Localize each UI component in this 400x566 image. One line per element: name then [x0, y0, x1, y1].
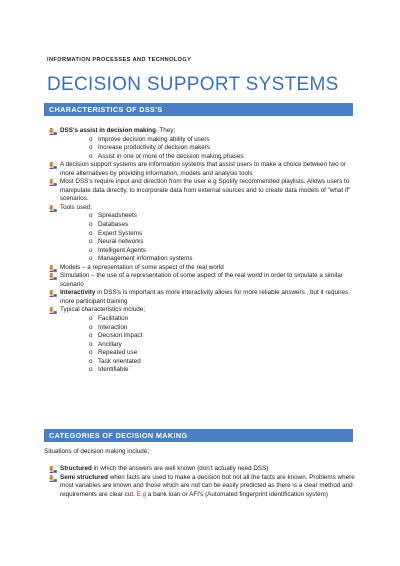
sub-list-item: [44, 255, 356, 264]
sub-list-item: [44, 136, 356, 145]
sub-item-text: Ancillary: [98, 340, 122, 348]
sub-item-text: Neural networks: [98, 238, 144, 246]
bullet-text: Most DSS's require input and direction from the user e.g Spotify recommended playlists. Allows users to manipulate data directly, to incorporate data from external sources and to create data models of "what if" scenarios.: [60, 178, 351, 203]
circle-o-bullet: o: [89, 221, 93, 229]
dss-assist-rest: . They;: [156, 127, 176, 134]
sub-item-text: Management information systems: [98, 255, 193, 263]
circle-o-bullet: o: [89, 152, 93, 160]
categories-intro: Situations of decision making include;: [44, 448, 150, 455]
arrow-bullet-icon: [49, 290, 57, 297]
list-item: [44, 204, 356, 213]
circle-o-bullet: o: [89, 229, 93, 237]
circle-o-bullet: o: [89, 255, 93, 263]
bullet-text: A decision support systems are information systems that assist users to make a choice between two or more alternatives by providing information, models and analysis tools: [60, 161, 346, 177]
structured-rest: in which the answers are well known (don't actually need DSS): [91, 465, 269, 473]
list-item: [44, 264, 356, 273]
arrow-bullet-icon: [49, 273, 57, 280]
sub-item-text: Facilitation: [98, 315, 129, 323]
section-heading-characteristics: CHARACTERISTICS OF DSS'S: [44, 103, 353, 116]
section-categories-content: [44, 448, 356, 499]
section-characteristics-content: [44, 127, 356, 375]
circle-o-bullet: o: [89, 238, 93, 246]
sub-item-text: Databases: [98, 221, 129, 229]
circle-o-bullet: o: [89, 144, 93, 152]
subject-header: INFORMATION PROCESSES AND TECHNOLOGY: [47, 57, 192, 63]
arrow-bullet-icon: [49, 466, 57, 473]
arrow-bullet-icon: [49, 307, 57, 314]
interactivity-bold: Interactivity: [60, 289, 96, 297]
sub-item-text: Assist in one or more of the decision making phases: [98, 152, 244, 160]
sub-item-text: Identifiable: [98, 366, 129, 374]
circle-o-bullet: o: [89, 315, 93, 323]
arrow-bullet-icon: [49, 128, 57, 135]
list-item: [44, 306, 356, 315]
sub-list-item: [44, 212, 356, 221]
sub-item-text: Intelligent Agents: [98, 246, 146, 254]
bullet-text: Tools used;: [60, 203, 92, 211]
sub-item-text: Expert Systems: [98, 229, 143, 237]
list-item: [44, 272, 356, 289]
sub-list-item: [44, 324, 356, 333]
sub-list-item: [44, 230, 356, 239]
sub-list-item: [44, 315, 356, 324]
sub-list-item: [44, 153, 356, 162]
dss-assist-bold: DSS's assist in decision making: [60, 127, 156, 134]
sub-list-item: [44, 247, 356, 256]
bullet-text: Models – a representation of some aspect of the real world: [60, 263, 224, 271]
sub-list-item: [44, 349, 356, 358]
sub-item-text: Decision impact: [98, 332, 143, 340]
bullet-text: Simulation – the use of a representation of some aspect of the real world in order to simulate a similar scenario: [60, 272, 343, 288]
circle-o-bullet: o: [89, 246, 93, 254]
list-item: [44, 289, 356, 306]
arrow-bullet-icon: [49, 179, 57, 186]
circle-o-bullet: o: [89, 366, 93, 374]
sub-list-item: [44, 366, 356, 375]
circle-o-bullet: o: [89, 349, 93, 357]
list-item: [44, 474, 356, 500]
sub-item-text: Interaction: [98, 323, 128, 331]
circle-o-bullet: o: [89, 332, 93, 340]
list-item: [44, 161, 356, 178]
sub-list-item: [44, 341, 356, 350]
arrow-bullet-icon: [49, 475, 57, 482]
structured-bold: Structured: [60, 465, 92, 473]
circle-o-bullet: o: [89, 323, 93, 331]
semi-structured-rest: when facts are used to make a decision but not all the facts are known. Problems where most variables are known and those which are not can be easily predicted as there is a clear method and requirements are clear cut.: [60, 473, 355, 498]
section-heading-categories: CATEGORIES OF DECISION MAKING: [44, 429, 353, 442]
interactivity-rest: in DSS's is important as more interactivity allows for more reliable answers , but it requires more participant training: [60, 289, 349, 305]
sub-item-text: Improve decision making ability of users: [98, 135, 210, 143]
document-title: DECISION SUPPORT SYSTEMS: [47, 74, 339, 95]
list-item: [44, 127, 356, 136]
arrow-bullet-icon: [49, 265, 57, 272]
sub-list-item: [44, 238, 356, 247]
sub-item-text: Increase productivity of decision makers: [98, 144, 210, 152]
arrow-bullet-icon: [49, 205, 57, 212]
semi-structured-bold: Semi structured: [60, 473, 108, 481]
semi-structured-tail: a bank loan or AFI's (Automated fingerprint identification system): [146, 490, 328, 498]
sub-list-item: [44, 144, 356, 153]
sub-list-item: [44, 221, 356, 230]
sub-item-text: Spreadsheets: [98, 212, 137, 220]
bullet-text: Typical characteristics include;: [60, 306, 146, 314]
circle-o-bullet: o: [89, 340, 93, 348]
circle-o-bullet: o: [89, 357, 93, 365]
sub-list-item: [44, 332, 356, 341]
arrow-bullet-icon: [49, 162, 57, 169]
circle-o-bullet: o: [89, 135, 93, 143]
eg-red-text: E.g: [136, 490, 147, 498]
sub-item-text: Repeated use: [98, 349, 138, 357]
circle-o-bullet: o: [89, 212, 93, 220]
sub-item-text: Task orientated: [98, 357, 141, 365]
sub-list-item: [44, 358, 356, 367]
list-item: [44, 178, 356, 204]
list-item: [44, 465, 356, 474]
